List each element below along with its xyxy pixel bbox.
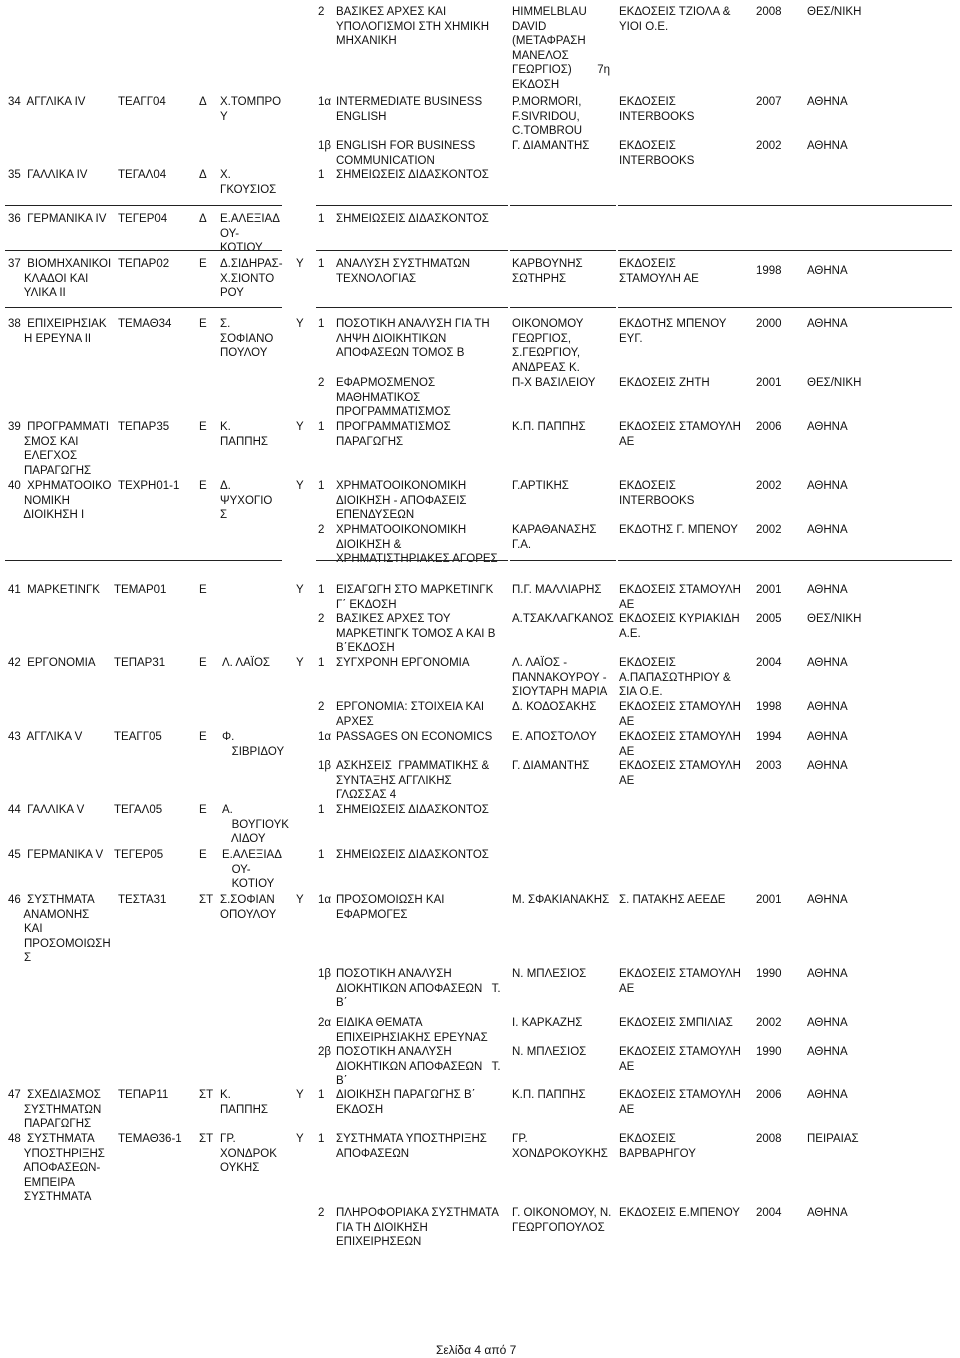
type-cell: Υ [296,584,304,596]
book-title-cell: ΣΗΜΕΙΩΣΕΙΣ ΔΙΔΑΣΚΟΝΤΟΣ [336,169,489,181]
instructor-cell: Δ. ΨΥΧΟΓΙΟ Σ [220,480,273,522]
publisher-cell: ΕΚΔΟΣΕΙΣ ΣΜΠΙΛΙΑΣ [619,1017,733,1029]
book-title-cell: PASSAGES ON ECONOMICS [336,731,493,743]
city-cell: ΘΕΣ/ΝΙΚΗ [807,377,862,389]
book-title-cell: ΣΥΓΧΡΟΝΗ ΕΡΓΟΝΟΜΙΑ [336,657,470,669]
year-cell: 2007 [756,96,782,108]
course-code-cell: ΤΕΜΑΘ36-1 [118,1133,182,1145]
book-title-cell: ΠΟΣΟΤΙΚΗ ΑΝΑΛΥΣΗ ΔΙΟΚΗΤΙΚΩΝ ΑΠΟΦΑΣΕΩΝ Τ. Β΄ [336,968,501,1010]
city-cell: ΑΘΗΝΑ [807,265,848,277]
year-cell: 1994 [756,731,782,743]
type-cell: Υ [296,657,304,669]
book-title-cell: ΠΛΗΡΟΦΟΡΙΑΚΑ ΣΥΣΤΗΜΑΤΑ ΓΙΑ ΤΗ ΔΙΟΙΚΗΣΗ ΕΠΙΧΕΙΡΗΣΕΩΝ [336,1207,499,1249]
book-author-cell: Ν. ΜΠΛΕΣΙΟΣ [512,968,587,980]
book-author-cell: Γ. ΔΙΑΜΑΝΤΗΣ [512,760,590,772]
item-number-cell: 1 [318,318,325,330]
row-separator [510,560,616,561]
instructor-cell: Φ. ΣΙΒΡΙΔΟΥ [222,731,285,758]
year-cell: 2002 [756,1017,782,1029]
item-number-cell: 1α [318,894,332,906]
row-separator [618,250,952,251]
course-name-cell: 34 ΑΓΓΛΙΚΑ IV [8,96,86,108]
year-cell: 2008 [756,6,782,18]
course-name-cell: 39 ΠΡΟΓΡΑΜΜΑΤΙ ΣΜΟΣ ΚΑΙ ΕΛΕΓΧΟΣ ΠΑΡΑΓΩΓΗΣ [8,421,110,477]
course-name-cell: 42 ΕΡΓΟΝΟΜΙΑ [8,657,96,669]
course-code-cell: ΤΕΜΑΡ01 [114,584,167,596]
city-cell: ΑΘΗΝΑ [807,968,848,980]
course-name-cell: 47 ΣΧΕΔΙΑΣΜΟΣ ΣΥΣΤΗΜΑΤΩΝ ΠΑΡΑΓΩΓΗΣ [8,1089,102,1131]
row-separator [316,307,508,308]
book-title-cell: ENGLISH FOR BUSINESS COMMUNICATION [336,140,476,167]
city-cell: ΑΘΗΝΑ [807,318,848,330]
item-number-cell: 1 [318,1089,325,1101]
book-title-cell: ΠΡΟΓΡΑΜΜΑΤΙΣΜΟΣ ΠΑΡΑΓΩΓΗΣ [336,421,451,448]
publisher-cell: ΕΚΔΟΣΕΙΣ ΣΤΑΜΟΥΛΗ ΑΕ [619,968,741,995]
row-separator [316,250,508,251]
year-cell: 2003 [756,760,782,772]
publisher-cell: Σ. ΠΑΤΑΚΗΣ ΑΕΕΔΕ [619,894,726,906]
city-cell: ΑΘΗΝΑ [807,760,848,772]
item-number-cell: 1β [318,760,332,772]
course-name-cell: 36 ΓΕΡΜΑΝΙΚΑ IV [8,213,107,225]
year-cell: 2004 [756,657,782,669]
row-separator [5,250,282,251]
semester-cell: Δ [199,169,207,181]
publisher-cell: ΕΚΔΟΣΕΙΣ ΒΑΡΒΑΡΗΓΟΥ [619,1133,696,1160]
book-title-cell: ΧΡΗΜΑΤΟΟΙΚΟΝΟΜΙΚΗ ΔΙΟΙΚΗΣΗ - ΑΠΟΦΑΣΕΙΣ ΕΠΕΝΔΥΣΕΩΝ [336,480,467,522]
year-cell: 2005 [756,613,782,625]
item-number-cell: 1 [318,849,325,861]
publisher-cell: ΕΚΔΟΣΕΙΣ ΣΤΑΜΟΥΛΗ ΑΕ [619,1089,741,1116]
item-number-cell: 2 [318,1207,325,1219]
course-code-cell: ΤΕΠΑΡ11 [118,1089,169,1101]
publisher-cell: ΕΚΔΟΣΕΙΣ Α.ΠΑΠΑΣΩΤΗΡΙΟΥ & ΣΙΑ Ο.Ε. [619,657,731,699]
item-number-cell: 1 [318,657,325,669]
course-name-cell: 41 ΜΑΡΚΕΤΙΝΓΚ [8,584,100,596]
row-separator [5,205,282,206]
type-cell: Υ [296,894,304,906]
instructor-cell: Ε.ΑΛΕΞΙΑΔ ΟΥ- ΚΟΤΙΟΥ [222,849,282,891]
book-title-cell: ΕΦΑΡΜΟΣΜΕΝΟΣ ΜΑΘΗΜΑΤΙΚΟΣ ΠΡΟΓΡΑΜΜΑΤΙΣΜΟΣ [336,377,451,419]
year-cell: 2006 [756,1089,782,1101]
year-cell: 2001 [756,584,782,596]
type-cell: Υ [296,318,304,330]
book-author-cell: ΟΙΚΟΝΟΜΟΥ ΓΕΩΡΓΙΟΣ, Σ.ΓΕΩΡΓΙΟΥ, ΑΝΔΡΕΑΣ Κ. [512,318,584,374]
semester-cell: Δ [199,213,207,225]
semester-cell: Ε [199,804,207,816]
item-number-cell: 2 [318,613,325,625]
book-author-cell: Α.ΤΣΑΚΛΑΓΚΑΝΟΣ [512,613,614,625]
book-author-cell: ΚΑΡΒΟΥΝΗΣ ΣΩΤΗΡΗΣ [512,258,583,285]
book-author-cell: Κ.Π. ΠΑΠΠΗΣ [512,421,586,433]
publisher-cell: ΕΚΔΟΣΕΙΣ Ε.ΜΠΕΝΟΥ [619,1207,740,1219]
item-number-cell: 1 [318,421,325,433]
publisher-cell: ΕΚΔΟΣΕΙΣ ΣΤΑΜΟΥΛΗ ΑΕ [619,258,699,285]
city-cell: ΑΘΗΝΑ [807,524,848,536]
book-title-cell: ΧΡΗΜΑΤΟΟΙΚΟΝΟΜΙΚΗ ΔΙΟΙΚΗΣΗ & ΧΡΗΜΑΤΙΣΤΗΡΙΑΚΕΣ ΑΓΟΡΕΣ [336,524,498,566]
book-author-cell: Γ. ΔΙΑΜΑΝΤΗΣ [512,140,590,152]
semester-cell: Ε [199,421,207,433]
publisher-cell: ΕΚΔΟΣΕΙΣ ΣΤΑΜΟΥΛΗ ΑΕ [619,701,741,728]
book-title-cell: ΕΡΓΟΝΟΜΙΑ: ΣΤΟΙΧΕΙΑ ΚΑΙ ΑΡΧΕΣ [336,701,485,728]
item-number-cell: 1β [318,968,332,980]
course-code-cell: ΤΕΓΕΡ04 [118,213,168,225]
year-cell: 2001 [756,377,782,389]
city-cell: ΑΘΗΝΑ [807,480,848,492]
publisher-cell: ΕΚΔΟΣΕΙΣ ΣΤΑΜΟΥΛΗ ΑΕ [619,421,741,448]
course-name-cell: 38 ΕΠΙΧΕΙΡΗΣΙΑΚ Η ΕΡΕΥΝΑ ΙΙ [8,318,107,345]
book-title-cell: ΔΙΟΙΚΗΣΗ ΠΑΡΑΓΩΓΗΣ Β΄ ΕΚΔΟΣΗ [336,1089,476,1116]
instructor-cell: Σ. ΣΟΦΙΑΝΟ ΠΟΥΛΟΥ [220,318,274,360]
course-code-cell: ΤΕΓΕΡ05 [114,849,164,861]
semester-cell: Ε [199,258,207,270]
instructor-cell: Δ.ΣΙΔΗΡΑΣ- Χ.ΣΙΟΝΤΟ ΡΟΥ [220,258,283,300]
course-code-cell: ΤΕΠΑΡ02 [118,258,170,270]
instructor-cell: Κ. ΠΑΠΠΗΣ [220,421,268,448]
book-author-cell: P.MORMORI, F.SIVRIDOU, C.TOMBROU [512,96,583,138]
semester-cell: Ε [199,318,207,330]
city-cell: ΑΘΗΝΑ [807,1017,848,1029]
course-code-cell: ΤΕΣΤΑ31 [118,894,167,906]
book-title-cell: ΠΡΟΣΟΜΟΙΩΣΗ ΚΑΙ ΕΦΑΡΜΟΓΕΣ [336,894,445,921]
item-number-cell: 1α [318,96,332,108]
book-title-cell: ΣΗΜΕΙΩΣΕΙΣ ΔΙΔΑΣΚΟΝΤΟΣ [336,213,489,225]
item-number-cell: 1α [318,731,332,743]
item-number-cell: 1 [318,213,325,225]
semester-cell: ΣΤ [199,1089,214,1101]
book-author-cell: Π.Γ. ΜΑΛΛΙΑΡΗΣ [512,584,602,596]
course-code-cell: ΤΕΑΓΓ04 [118,96,166,108]
book-author-cell: HIMMELBLAU DAVID (ΜΕΤΑΦΡΑΣΗ ΜΑΝΕΛΟΣ ΓΕΩΡΓΙΟΣ) 7η ΕΚΔΟΣΗ [512,6,611,91]
semester-cell: ΣΤ [199,894,214,906]
year-cell: 1990 [756,1046,782,1058]
book-title-cell: ΠΟΣΟΤΙΚΗ ΑΝΑΛΥΣΗ ΔΙΟΚΗΤΙΚΩΝ ΑΠΟΦΑΣΕΩΝ Τ. Β΄ [336,1046,501,1088]
course-name-cell: 46 ΣΥΣΤΗΜΑΤΑ ΑΝΑΜΟΝΗΣ ΚΑΙ ΠΡΟΣΟΜΟΙΩΣΗ Σ [8,894,111,965]
year-cell: 2006 [756,421,782,433]
publisher-cell: ΕΚΔΟΤΗΣ Γ. ΜΠΕΝΟΥ [619,524,738,536]
instructor-cell: Κ. ΠΑΠΠΗΣ [220,1089,268,1116]
instructor-cell: Ε.ΑΛΕΞΙΑΔ ΟΥ- ΚΟΤΙΟΥ [220,213,280,255]
course-name-cell: 40 ΧΡΗΜΑΤΟΟΙΚΟ ΝΟΜΙΚΗ ΔΙΟΙΚΗΣΗ Ι [8,480,112,522]
book-author-cell: Μ. ΣΦΑΚΙΑΝΑΚΗΣ [512,894,610,906]
instructor-cell: Σ.ΣΟΦΙΑΝ ΟΠΟΥΛΟΥ [220,894,277,921]
item-number-cell: 1 [318,584,325,596]
item-number-cell: 2α [318,1017,332,1029]
instructor-cell: Χ.ΤΟΜΠΡΟ Υ [220,96,282,123]
year-cell: 2002 [756,524,782,536]
page-footer: Σελίδα 4 από 7 [436,1343,517,1357]
book-title-cell: INTERMEDIATE BUSINESS ENGLISH [336,96,483,123]
course-code-cell: ΤΕΜΑΘ34 [118,318,172,330]
item-number-cell: 2 [318,701,325,713]
course-code-cell: ΤΕΠΑΡ35 [118,421,170,433]
type-cell: Υ [296,421,304,433]
city-cell: ΘΕΣ/ΝΙΚΗ [807,613,862,625]
course-name-cell: 35 ΓΑΛΛΙΚΑ IV [8,169,88,181]
book-title-cell: ΕΙΣΑΓΩΓΗ ΣΤΟ ΜΑΡΚΕΤΙΝΓΚ Γ΄ ΕΚΔΟΣΗ [336,584,494,611]
book-author-cell: Κ.Π. ΠΑΠΠΗΣ [512,1089,586,1101]
city-cell: ΑΘΗΝΑ [807,584,848,596]
book-author-cell: Λ. ΛΑΪΟΣ - ΠΑΝΝΑΚΟΥΡΟΥ - ΣΙΟΥΤΑΡΗ ΜΑΡΙΑ [512,657,608,699]
course-name-cell: 44 ΓΑΛΛΙΚΑ V [8,804,85,816]
course-code-cell: ΤΕΠΑΡ31 [114,657,166,669]
book-title-cell: ΠΟΣΟΤΙΚΗ ΑΝΑΛΥΣΗ ΓΙΑ ΤΗ ΛΗΨΗ ΔΙΟΙΚΗΤΙΚΩΝ ΑΠΟΦΑΣΕΩΝ ΤΟΜΟΣ Β [336,318,490,360]
year-cell: 2008 [756,1133,782,1145]
book-author-cell: ΓΡ. ΧΟΝΔΡΟΚΟΥΚΗΣ [512,1133,608,1160]
city-cell: ΑΘΗΝΑ [807,731,848,743]
course-name-cell: 37 ΒΙΟΜΗΧΑΝΙΚΟΙ ΚΛΑΔΟΙ ΚΑΙ ΥΛΙΚΑ ΙΙ [8,258,112,300]
year-cell: 2004 [756,1207,782,1219]
publisher-cell: ΕΚΔΟΣΕΙΣ ΣΤΑΜΟΥΛΗ ΑΕ [619,1046,741,1073]
item-number-cell: 2 [318,524,325,536]
item-number-cell: 1 [318,1133,325,1145]
book-title-cell: ΣΗΜΕΙΩΣΕΙΣ ΔΙΔΑΣΚΟΝΤΟΣ [336,804,489,816]
city-cell: ΑΘΗΝΑ [807,657,848,669]
instructor-cell: Χ. ΓΚΟΥΣΙΟΣ [220,169,277,196]
semester-cell: Ε [199,584,207,596]
publisher-cell: ΕΚΔΟΣΕΙΣ ΣΤΑΜΟΥΛΗ ΑΕ [619,760,741,787]
instructor-cell: Λ. ΛΑΪΟΣ [222,657,271,669]
book-author-cell: Ε. ΑΠΟΣΤΟΛΟΥ [512,731,597,743]
row-separator [510,250,616,251]
item-number-cell: 1 [318,804,325,816]
type-cell: Υ [296,1089,304,1101]
city-cell: ΑΘΗΝΑ [807,1207,848,1219]
year-cell: 2002 [756,140,782,152]
book-author-cell: Γ. ΟΙΚΟΝΟΜΟΥ, Ν. ΓΕΩΡΓΟΠΟΥΛΟΣ [512,1207,612,1234]
city-cell: ΑΘΗΝΑ [807,1046,848,1058]
row-separator [510,205,616,206]
row-separator [618,307,952,308]
type-cell: Υ [296,258,304,270]
semester-cell: Δ [199,96,207,108]
item-number-cell: 1 [318,480,325,492]
item-number-cell: 2 [318,377,325,389]
publisher-cell: ΕΚΔΟΣΕΙΣ ΣΤΑΜΟΥΛΗ ΑΕ [619,584,741,611]
city-cell: ΑΘΗΝΑ [807,894,848,906]
publisher-cell: ΕΚΔΟΣΕΙΣ ΚΥΡΙΑΚΙΔΗ Α.Ε. [619,613,740,640]
row-separator [316,560,508,561]
publisher-cell: ΕΚΔΟΣΕΙΣ ΖΗΤΗ [619,377,710,389]
semester-cell: Ε [199,480,207,492]
item-number-cell: 1β [318,140,332,152]
book-title-cell: ΒΑΣΙΚΕΣ ΑΡΧΕΣ ΤΟΥ ΜΑΡΚΕΤΙΝΓΚ ΤΟΜΟΣ Α ΚΑΙ Β Β΄ΕΚΔΟΣΗ [336,613,496,655]
row-separator [5,307,282,308]
book-author-cell: Ι. ΚΑΡΚΑΖΗΣ [512,1017,583,1029]
year-cell: 1998 [756,265,782,277]
city-cell: ΠΕΙΡΑΙΑΣ [807,1133,859,1145]
type-cell: Υ [296,1133,304,1145]
semester-cell: Ε [199,849,207,861]
city-cell: ΑΘΗΝΑ [807,701,848,713]
course-name-cell: 45 ΓΕΡΜΑΝΙΚΑ V [8,849,104,861]
course-code-cell: ΤΕΓΑΛ05 [114,804,163,816]
book-title-cell: ΣΗΜΕΙΩΣΕΙΣ ΔΙΔΑΣΚΟΝΤΟΣ [336,849,489,861]
course-name-cell: 48 ΣΥΣΤΗΜΑΤΑ ΥΠΟΣΤΗΡΙΞΗΣ ΑΠΟΦΑΣΕΩΝ- ΕΜΠΕΙΡΑ ΣΥΣΤΗΜΑΤΑ [8,1133,105,1204]
city-cell: ΑΘΗΝΑ [807,1089,848,1101]
book-author-cell: Γ.ΑΡΤΙΚΗΣ [512,480,569,492]
semester-cell: ΣΤ [199,1133,214,1145]
semester-cell: Ε [199,731,207,743]
item-number-cell: 2 [318,6,325,18]
type-cell: Υ [296,480,304,492]
row-separator [316,205,508,206]
item-number-cell: 1 [318,169,325,181]
instructor-cell: Α. ΒΟΥΓΙΟΥΚ ΛΙΔΟΥ [222,804,289,846]
course-code-cell: ΤΕΧΡΗ01-1 [118,480,180,492]
book-title-cell: ΑΝΑΛΥΣΗ ΣΥΣΤΗΜΑΤΩΝ ΤΕΧΝΟΛΟΓΙΑΣ [336,258,471,285]
row-separator [5,560,282,561]
course-code-cell: ΤΕΓΑΛ04 [118,169,167,181]
publisher-cell: ΕΚΔΟΣΕΙΣ ΣΤΑΜΟΥΛΗ ΑΕ [619,731,741,758]
book-author-cell: Δ. ΚΟΔΟΣΑΚΗΣ [512,701,597,713]
year-cell: 1990 [756,968,782,980]
row-separator [618,205,952,206]
book-title-cell: ΒΑΣΙΚΕΣ ΑΡΧΕΣ ΚΑΙ ΥΠΟΛΟΓΙΣΜΟΙ ΣΤΗ ΧΗΜΙΚΗ ΜΗΧΑΝΙΚΗ [336,6,490,48]
semester-cell: Ε [199,657,207,669]
publisher-cell: ΕΚΔΟΤΗΣ ΜΠΕΝΟΥ ΕΥΓ. [619,318,727,345]
item-number-cell: 2β [318,1046,332,1058]
city-cell: ΑΘΗΝΑ [807,140,848,152]
item-number-cell: 1 [318,258,325,270]
row-separator [618,560,952,561]
course-code-cell: ΤΕΑΓΓ05 [114,731,162,743]
publisher-cell: ΕΚΔΟΣΕΙΣ INTERBOOKS [619,140,695,167]
city-cell: ΘΕΣ/ΝΙΚΗ [807,6,862,18]
year-cell: 2000 [756,318,782,330]
course-name-cell: 43 ΑΓΓΛΙΚΑ V [8,731,83,743]
book-author-cell: ΚΑΡΑΘΑΝΑΣΗΣ Γ.Α. [512,524,597,551]
instructor-cell: ΓΡ. ΧΟΝΔΡΟΚ ΟΥΚΗΣ [220,1133,277,1175]
book-author-cell: Π-Χ ΒΑΣΙΛΕΙΟΥ [512,377,596,389]
book-title-cell: ΣΥΣΤΗΜΑΤΑ ΥΠΟΣΤΗΡΙΞΗΣ ΑΠΟΦΑΣΕΩΝ [336,1133,487,1160]
year-cell: 2001 [756,894,782,906]
row-separator [510,307,616,308]
publisher-cell: ΕΚΔΟΣΕΙΣ INTERBOOKS [619,480,695,507]
year-cell: 2002 [756,480,782,492]
year-cell: 1998 [756,701,782,713]
book-title-cell: ΑΣΚΗΣΕΙΣ ΓΡΑΜΜΑΤΙΚΗΣ & ΣΥΝΤΑΞΗΣ ΑΓΓΛΙΚΗΣ ΓΛΩΣΣΑΣ 4 [336,760,490,802]
publisher-cell: ΕΚΔΟΣΕΙΣ ΤΖΙΟΛΑ & ΥΙΟΙ Ο.Ε. [619,6,731,33]
publisher-cell: ΕΚΔΟΣΕΙΣ INTERBOOKS [619,96,695,123]
city-cell: ΑΘΗΝΑ [807,421,848,433]
book-author-cell: Ν. ΜΠΛΕΣΙΟΣ [512,1046,587,1058]
city-cell: ΑΘΗΝΑ [807,96,848,108]
book-title-cell: ΕΙΔΙΚΑ ΘΕΜΑΤΑ ΕΠΙΧΕΙΡΗΣΙΑΚΗΣ ΕΡΕΥΝΑΣ [336,1017,488,1044]
